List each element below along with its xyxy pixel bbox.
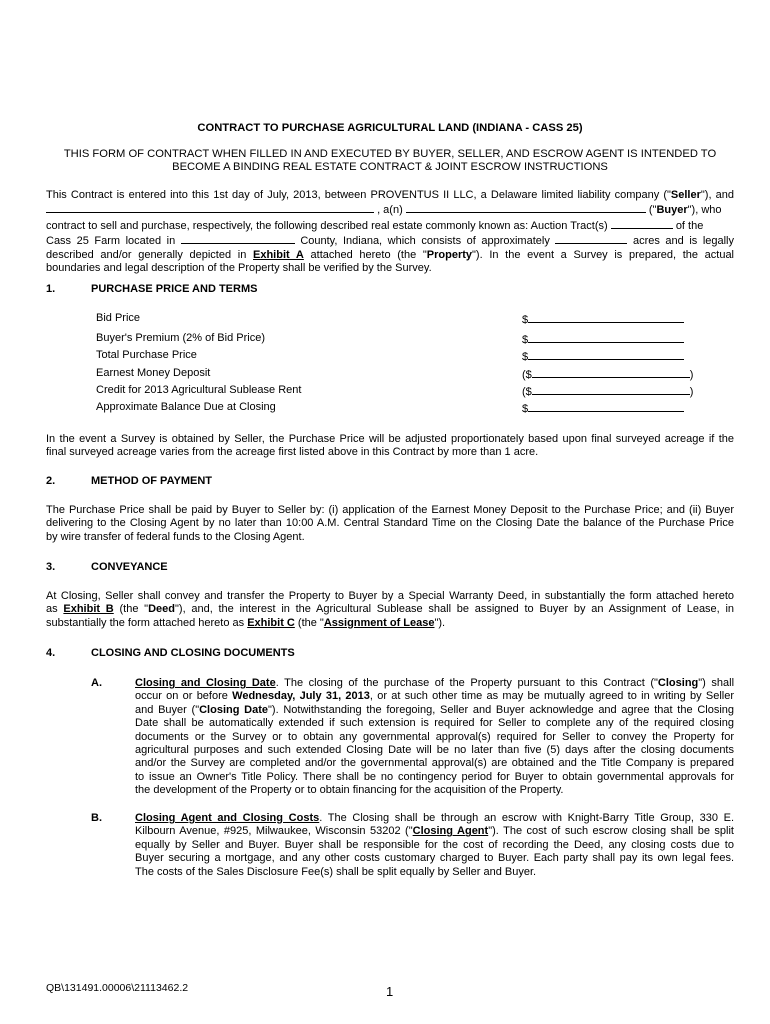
closing-date-term: Closing Date bbox=[199, 703, 269, 716]
buyers-premium-field[interactable]: $ bbox=[522, 332, 684, 346]
exhibit-b-ref: Exhibit B bbox=[63, 603, 114, 616]
intro-line-4: Cass 25 Farm located in County, Indiana, which consists of approximately acres and is legally bbox=[46, 235, 735, 248]
buyer-name-blank[interactable] bbox=[46, 202, 374, 213]
section-3-title: CONVEYANCE bbox=[91, 561, 168, 573]
intro-line-5: described and/or generally depicted in Exhibit A attached hereto (the "Property"). In the event a Survey is prepared, the actual bbox=[46, 248, 735, 261]
page-number: 1 bbox=[386, 984, 394, 999]
buyer-entity-blank[interactable] bbox=[406, 202, 646, 213]
document-id-footer: QB\131491.00006\21113462.2 bbox=[46, 982, 189, 994]
earnest-money-field[interactable]: ($ ) bbox=[522, 369, 694, 381]
exhibit-c-ref: Exhibit C bbox=[247, 616, 295, 629]
county-blank[interactable] bbox=[181, 233, 295, 244]
closing-term: Closing bbox=[657, 677, 699, 689]
intro-line-3: contract to sell and purchase, respectively, the following described real estate commonly known as: Auction Tract(s) of the bbox=[46, 219, 704, 232]
section-2-title: METHOD OF PAYMENT bbox=[91, 475, 213, 487]
document-subtitle bbox=[46, 148, 734, 175]
document-title: CONTRACT TO PURCHASE AGRICULTURAL LAND (INDIANA - CASS 25) bbox=[197, 122, 583, 134]
property-term: Property bbox=[426, 248, 473, 261]
subsection-b-letter: B. bbox=[91, 812, 102, 824]
section-4-title: CLOSING AND CLOSING DOCUMENTS bbox=[91, 647, 295, 659]
section-4-number: 4. bbox=[46, 647, 56, 659]
balance-due-label: Approximate Balance Due at Closing bbox=[96, 401, 276, 413]
bid-price-label: Bid Price bbox=[96, 312, 141, 324]
subtitle-line-1: THIS FORM OF CONTRACT WHEN FILLED IN AND EXECUTED BY BUYER, SELLER, AND ESCROW AGENT IS INTENDED TO bbox=[63, 148, 717, 160]
sublease-credit-field[interactable]: ($ ) bbox=[522, 386, 694, 398]
subsection-a-body: Closing and Closing Date. The closing of the purchase of the Property pursuant to this Contract ("Closing") shall occur on or before Wednesday, July 31, 2013, or at such other time as may be mutually agreed to in writing by Seller and Buyer ("Closing Date"). Notwithstanding the foregoing, Seller and Buyer acknowledge and agree that the Closing Date shall be automatically extended if such extension is required for Seller to complete any of the required closing documents or the Survey or to obtain any governmental approval(s) required for Seller to convey the Property for agricultural purposes and such extended Closing Date will be no later than five (5) days after the closing documents and/or the Survey are completed and/or the governmental approval(s) are obtained and the Title Company is prepared to issue an Owner's Title Policy. There shall be no contingency period for Buyer to obtain governmental approvals for the development of the Property or to obtain financing for the acquisition of the Property. bbox=[135, 677, 735, 797]
deed-term: Deed bbox=[148, 603, 175, 616]
closing-agent-term: Closing Agent bbox=[412, 825, 489, 838]
section-1-paragraph: In the event a Survey is obtained by Seller, the Purchase Price will be adjusted proportionately based upon final surveyed acreage if the final surveyed acreage varies from the acreage first listed above in this Contract by more than 1 acre. bbox=[46, 433, 734, 459]
closing-agent-heading: Closing Agent and Closing Costs bbox=[135, 812, 320, 824]
earnest-money-label: Earnest Money Deposit bbox=[96, 367, 211, 379]
auction-tract-blank[interactable] bbox=[611, 218, 673, 229]
subsection-a-letter: A. bbox=[91, 677, 102, 689]
closing-date-heading: Closing and Closing Date bbox=[135, 677, 276, 689]
seller-term: Seller bbox=[670, 189, 701, 201]
buyers-premium-label: Buyer's Premium (2% of Bid Price) bbox=[96, 332, 265, 344]
closing-deadline: Wednesday, July 31, 2013 bbox=[232, 690, 370, 703]
exhibit-a-ref: Exhibit A bbox=[253, 248, 304, 261]
section-2-number: 2. bbox=[46, 475, 56, 487]
balance-due-field[interactable]: $ bbox=[522, 401, 684, 415]
assignment-term: Assignment of Lease bbox=[323, 616, 435, 629]
section-2-paragraph: The Purchase Price shall be paid by Buyer to Seller by: (i) application of the Earnest Money Deposit to the Purchase Price; and (ii) Buyer delivering to the Closing Agent by no later than 10:00 A.M. Central Standard Time on the Closing Date the balance of the Purchase Price by wire transfer of federal funds to the Closing Agent. bbox=[46, 504, 734, 543]
subsection-b-body: Closing Agent and Closing Costs. The Closing shall be through an escrow with Knight-Barry Title Group, 330 E. Kilbourn Avenue, #925, Milwaukee, Wisconsin 53202 ("Closing Agent"). The cost of such escrow closing shall be split equally by Seller and Buyer. Buyer shall be responsible for the cost of recording the Deed, any closing costs due to Buyer securing a mortgage, and any other costs customary charged to Buyer. Each party shall pay its own legal fees. The costs of the Sales Disclosure Fee(s) shall be split equally by Seller and Buyer. bbox=[135, 812, 735, 878]
total-purchase-price-label: Total Purchase Price bbox=[96, 349, 197, 361]
section-3-paragraph: At Closing, Seller shall convey and transfer the Property to Buyer by a Special Warranty Deed, in substantially the form attached hereto as Exhibit B (the "Deed"), and, the interest in the Agricultural Sublease shall be assigned to Buyer by an Assignment of Lease, in substantially the form attached hereto as Exhibit C (the "Assignment of Lease"). bbox=[46, 590, 735, 629]
section-3-number: 3. bbox=[46, 561, 56, 573]
total-purchase-price-field[interactable]: $ bbox=[522, 349, 684, 363]
subtitle-line-2: BECOME A BINDING REAL ESTATE CONTRACT & JOINT ESCROW INSTRUCTIONS bbox=[172, 161, 608, 174]
intro-line-6: boundaries and legal description of the Property shall be verified by the Survey. bbox=[46, 262, 432, 275]
section-1-number: 1. bbox=[46, 283, 56, 295]
intro-line-1: This Contract is entered into this 1st day of July, 2013, between PROVENTUS II LLC, a Delaware limited liability company ("Seller"), and bbox=[46, 189, 734, 201]
acres-blank[interactable] bbox=[555, 233, 627, 244]
intro-paragraph bbox=[46, 189, 734, 275]
sublease-credit-label: Credit for 2013 Agricultural Sublease Rent bbox=[96, 384, 302, 396]
bid-price-field[interactable]: $ bbox=[522, 312, 684, 326]
section-1-title: PURCHASE PRICE AND TERMS bbox=[91, 283, 258, 295]
intro-line-2: , a(n) ("Buyer"), who bbox=[46, 202, 734, 217]
buyer-term: Buyer bbox=[656, 204, 688, 217]
